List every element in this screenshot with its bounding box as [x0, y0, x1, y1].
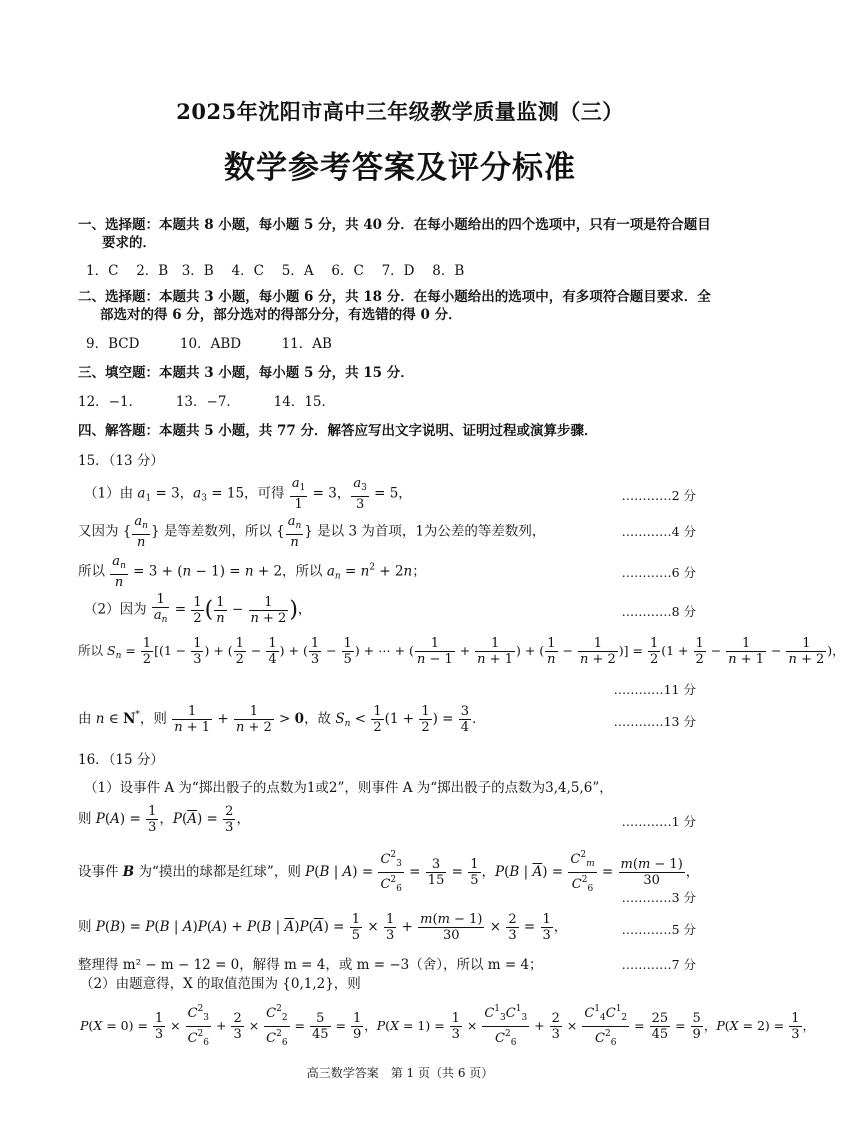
q15-step1: （1）由 $a_1 = 3$，$a_3 = 15$，可得 $\frac{a_1}{1}$ = 3， $\frac{a_3}{3}$ = 5，: [84, 476, 412, 512]
q15-score-1: …………2 分: [621, 488, 696, 503]
section1-heading-line2: 要求的．: [102, 235, 156, 251]
q16-score-1: …………1 分: [621, 814, 696, 829]
section3-heading: 三、填空题：本题共 3 小题，每小题 5 分，共 15 分．: [78, 365, 414, 381]
section3-answers: 12．−1． 13．−7． 14．15．: [78, 394, 336, 410]
q15-score-2: …………4 分: [621, 524, 696, 539]
q15-title: 15．（13 分）: [78, 453, 164, 469]
q15-score-4: …………8 分: [621, 604, 696, 619]
document-subtitle: 数学参考答案及评分标准: [224, 150, 576, 186]
q16-score-3: …………5 分: [621, 922, 696, 937]
section2-heading-line2: 部选对的得 6 分，部分选对的得部分分，有选错的得 0 分．: [100, 307, 462, 323]
q15-step5: 所以 $S_n$ = $\frac{1}{2}$ [(1 − $\frac{1}{3}$ ) + ( $\frac{1}{2}$ − $\frac{1}{4}$ ) + ( $\frac{1}{3}$ − $\frac{1}{5}$ ) + ⋯ + ( $\frac{1}{n - 1}$ + $\frac{1}{n + 1}$ ) + ( $\frac{1}{n}$ − $\frac{1}{n + 2}$ )] = $\frac{1}{2}$ (1 + $\frac{1}{2}$ − $\frac{1}{n + 1}$ − $\frac{1}{n + 2}$ )，: [78, 636, 845, 667]
q15-score-3: …………6 分: [621, 565, 696, 580]
q15-score-6: …………13 分: [613, 714, 696, 729]
section1-answers: 1．C 2．B 3．B 4．C 5．A 6．C 7．D 8．B: [86, 263, 465, 279]
q15-step3: 所以 $\frac{a_n}{n}$ = 3 + (n − 1) = n + 2，所以 $a_n = n^2 + 2n$；: [78, 554, 426, 590]
q16-line1: （1）设事件 A 为“掷出骰子的点数为1或2”，则事件 A 为“掷出骰子的点数为3,4,5,6”，: [84, 780, 613, 796]
q15-step2: 又因为 { $\frac{a_n}{n}$ } 是等差数列，所以 { $\frac{a_n}{n}$ } 是以 3 为首项，1为公差的等差数列，: [78, 514, 546, 550]
q15-score-5: …………11 分: [613, 682, 696, 697]
q16-step-total: 则 P(B) = P(B | A)P(A) + P(B | $\overline{A})P(\overline{A})$ = $\frac{1}{5}$ × $\frac{1}{3}$ + $\frac{m(m - 1)}{30}$ × $\frac{2}{3}$ = $\frac{1}{3}$ ，: [78, 912, 568, 943]
q16-title: 16．（15 分）: [78, 752, 164, 768]
q16-distribution: P(X = 0) = $\frac{1}{3}$ × $\frac{C^2_3}{C^2_6}$ + $\frac{2}{3}$ × $\frac{C^2_2}{C^2_6}$ = $\frac{5}{45}$ = $\frac{1}{9}$ ，P(X = 1) = $\frac{1}{3}$ × $\frac{C^1_3C^1_3}{C^2_6}$ + $\frac{2}{3}$ × $\frac{C^1_4C^1_2}{C^2_6}$ = $\frac{25}{45}$ = $\frac{5}{9}$ ，P(X = 2) = $\frac{1}{3}$ ，: [80, 1004, 816, 1048]
section2-heading-line1: 二、选择题：本题共 3 小题，每小题 6 分，共 18 分．在每小题给出的选项中，有多项符合题目要求．全: [78, 289, 711, 305]
section1-heading-line1: 一、选择题：本题共 8 小题，每小题 5 分，共 40 分．在每小题给出的四个选项中，只有一项是符合题目: [78, 217, 711, 233]
page-footer: 高三数学答案 第 1 页（共 6 页）: [306, 1066, 494, 1080]
q16-score-4: …………7 分: [621, 957, 696, 972]
exam-title: 2025年沈阳市高中三年级教学质量监测（三）: [176, 99, 624, 124]
q16-line-part2: （2）由题意得，X 的取值范围为 {0,1,2}，则: [80, 976, 361, 992]
q16-step-prob: 则 P(A) = $\frac{1}{3}$ ，$P(\overline{A})$ = $\frac{2}{3}$ ，: [78, 804, 250, 835]
section2-answers: 9．BCD 10．ABD 11．AB: [86, 336, 332, 352]
q16-step-eventB: 设事件 B 为“摸出的球都是红球”，则 P(B | A) = $\frac{C^2_3}{C^2_6}$ = $\frac{3}{15}$ = $\frac{1}{5}$ ，P(B | $\overline{A}$) = $\frac{C^2_m}{C^2_6}$ = $\frac{m(m - 1)}{30}$ ，: [78, 850, 700, 894]
section4-heading: 四、解答题：本题共 5 小题，共 77 分．解答应写出文字说明、证明过程或演算步骤．: [78, 423, 598, 439]
q15-step6: 由 n ∈ N*，则 $\frac{1}{n + 1}$ + $\frac{1}{n + 2}$ > 0，故 $S_n$ < $\frac{1}{2}$ (1 + $\frac{1}{2}$ ) = $\frac{3}{4}$ ．: [78, 704, 486, 735]
q16-score-2: …………3 分: [621, 890, 696, 905]
q15-step4: （2）因为 $\frac{1}{a_n}$ = $\frac{1}{2}$ ( $\frac{1}{n}$ − $\frac{1}{n + 2}$ )，: [84, 592, 312, 626]
q16-line-solve: 整理得 m² − m − 12 = 0，解得 m = 4，或 m = −3（舍），所以 m = 4；: [78, 957, 543, 973]
